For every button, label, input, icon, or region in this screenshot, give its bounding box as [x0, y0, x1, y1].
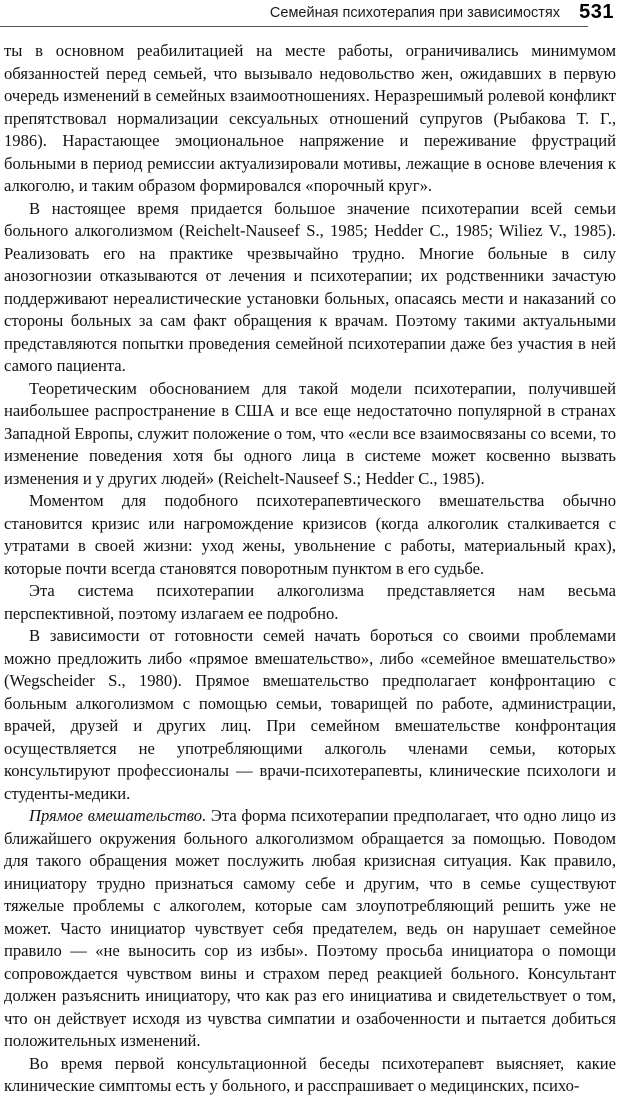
paragraph: Эта система психотерапии алкоголизма представляется нам весьма перспективной, поэтому излагаем ее подробно. [4, 581, 616, 623]
running-header [0, 0, 620, 30]
paragraph-lead-italic: Прямое вмешательство. [29, 806, 207, 825]
paragraph: Во время первой консультационной беседы психотерапевт выясняет, какие клинические симптомы есть у больного, и расспрашивает о медицинских, психо- [4, 1053, 616, 1095]
header-rule [0, 26, 588, 27]
paragraph: В настоящее время придается большое значение психотерапии всей семьи больного алкоголизмом (Reichelt-Nauseef S., 1985; Hedder C., 1985; Wiliez V., 1985). Реализовать его на практике чрезвычайно трудно. Многие больные в силу анозогнозии отказываются от лечения и психотерапии; их родственники зачастую поддерживают нереалистические установки больных, опасаясь мести и наказаний со стороны больных за сам факт обращения к врачам. Поэтому такими актуальными представляются попытки проведения семейной психотерапии даже без участия в ней самого пациента. [4, 198, 616, 375]
running-title: Семейная психотерапия при зависимостях [269, 5, 560, 21]
body-text [4, 40, 616, 1098]
page-number: 531 [579, 1, 614, 23]
paragraph: Теоретическим обоснованием для такой модели психотерапии, получившей наибольшее распространение в США и все еще недостаточно популярной в странах Западной Европы, служит положение о том, что «если все взаимосвязаны со всеми, то изменение поведения хотя бы одного лица в системе может косвенно вызвать изменения и у других людей» (Reichelt-Nauseef S.; Hedder C., 1985). [4, 378, 616, 488]
paragraph: Прямое вмешательство. Эта форма психотерапии предполагает, что одно лицо из ближайшего окружения больного алкоголизмом обращается за помощью. Поводом для такого обращения может послужить любая кризисная ситуация. Как правило, инициатору трудно признаться самому себе и другим, что в семье существуют тяжелые проблемы с алкоголем, которые сам злоупотребляющий решить уже не может. Часто инициатор чувствует себя предателем, ведь он нарушает семейное правило — «не выносить сор из избы». Поэтому просьба инициатора о помощи сопровождается чувством вины и страхом перед реакцией больного. Консультант должен разъяснить инициатору, что как раз его инициатива и свидетельствует о том, что он действует исходя из чувства симпатии и озабоченности и пытается добиться положительных изменений. [4, 806, 616, 1050]
paragraph: В зависимости от готовности семей начать бороться со своими проблемами можно предложить либо «прямое вмешательство», либо «семейное вмешательство» (Wegscheider S., 1980). Прямое вмешательство предполагает конфронтацию с больным алкоголизмом с помощью семьи, товарищей по работе, администрации, врачей, друзей и других лиц. При семейном вмешательстве конфронтация осуществляется не употребляющими алкоголь членами семьи, которых консультируют профессионалы — врачи-психотерапевты, клинические психологи и студенты-медики. [4, 626, 616, 803]
paragraph: ты в основном реабилитацией на месте работы, ограничивались минимумом обязанностей перед семьей, что вызывало недовольство жен, ожидавших в первую очередь изменений в семейных взаимоотношениях. Неразрешимый ролевой конфликт препятствовал нормализации сексуальных отношений супругов (Рыбакова Т. Г., 1986). Нарастающее эмоциональное напряжение и переживание фрустраций больными в период ремиссии актуализировали мотивы, лежащие в основе влечения к алкоголю, и таким образом формировался «порочный круг». [4, 41, 616, 195]
paragraph: Моментом для подобного психотерапевтического вмешательства обычно становится кризис или нагромождение кризисов (когда алкоголик сталкивается с утратами в своей жизни: уход жены, увольнение с работы, материальный крах), которые почти всегда становятся поворотным пунктом в его судьбе. [4, 491, 616, 578]
